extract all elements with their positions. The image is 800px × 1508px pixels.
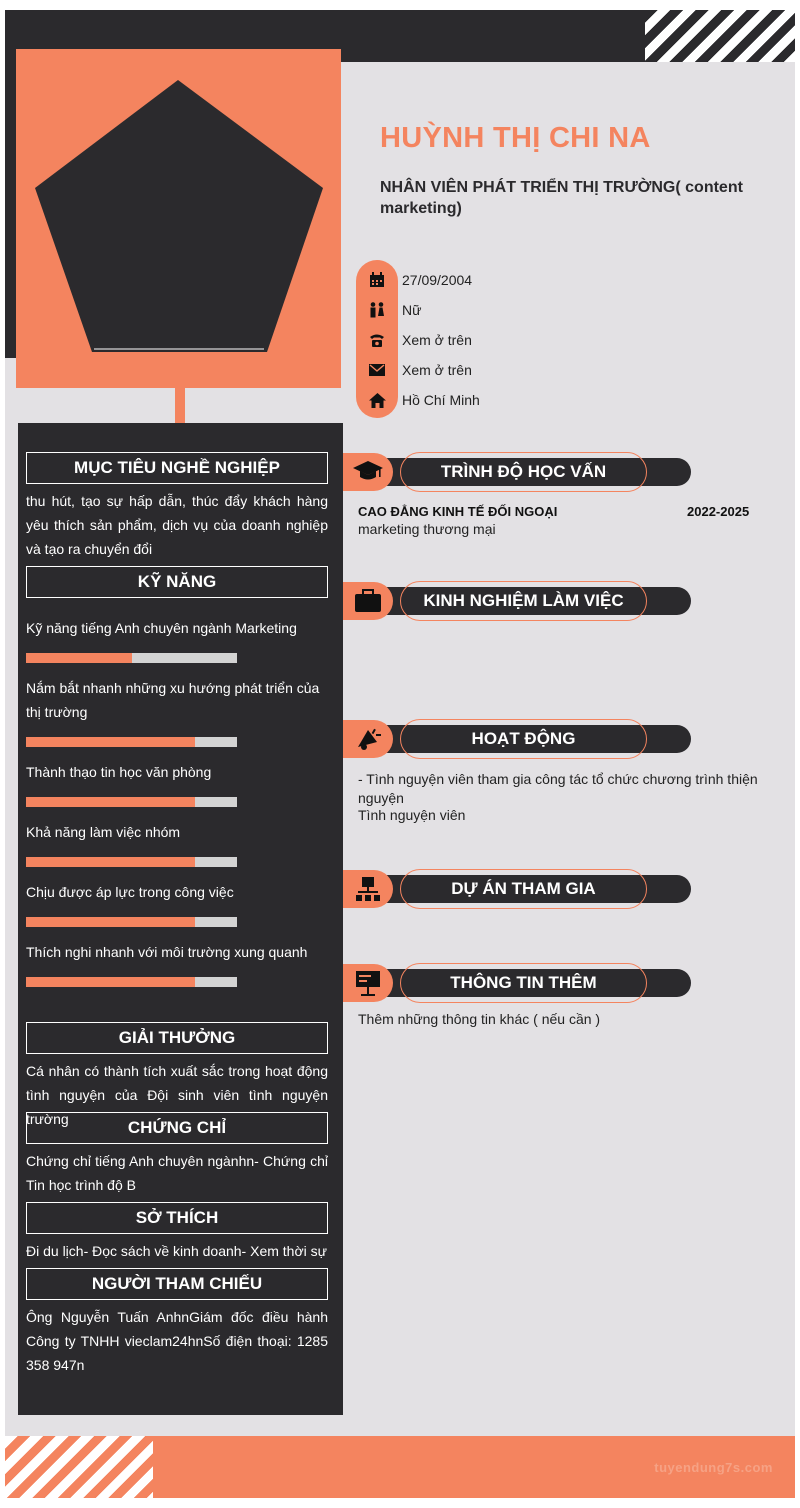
briefcase-icon <box>343 582 393 620</box>
skill-bar-fill <box>26 977 195 987</box>
network-icon <box>343 870 393 908</box>
education-years: 2022-2025 <box>687 504 750 519</box>
contact-phone[interactable] <box>356 325 756 355</box>
projects-title: DỰ ÁN THAM GIA <box>400 869 647 909</box>
objective-title: MỤC TIÊU NGHỀ NGHIỆP <box>26 452 328 484</box>
gender-icon <box>356 302 398 318</box>
contact-address-value: Hồ Chí Minh <box>402 392 480 408</box>
hobbies-text: Đi du lịch- Đọc sách về kinh doanh- Xem thời sự <box>26 1243 328 1259</box>
calendar-icon <box>356 272 398 288</box>
avatar-pentagon[interactable] <box>16 49 341 388</box>
more-info-header <box>343 964 691 1002</box>
skill-bar <box>26 857 237 867</box>
skill-name: Chịu được áp lực trong công việc <box>26 884 234 900</box>
activities-text: - Tình nguyện viên tham gia công tác tổ chức chương trình thiện nguyện <box>358 771 758 806</box>
references-title: NGƯỜI THAM CHIẾU <box>26 1268 328 1300</box>
avatar-frame <box>16 49 341 388</box>
skill-name: Thích nghi nhanh với môi trường xung quanh <box>26 944 308 960</box>
awards-title: GIẢI THƯỞNG <box>26 1022 328 1054</box>
avatar-connector <box>175 388 185 424</box>
certificates-text: Chứng chỉ tiếng Anh chuyên ngànhn- Chứng chỉ Tin học trình độ B <box>26 1153 328 1193</box>
activities-title: HOẠT ĐỘNG <box>400 719 647 759</box>
certificates-title: CHỨNG CHỈ <box>26 1112 328 1144</box>
skill-name: Nắm bắt nhanh những xu hướng phát triển của thị trường <box>26 680 320 720</box>
contact-gender <box>356 295 756 325</box>
contact-phone-value: Xem ở trên <box>402 332 472 348</box>
email-icon <box>356 364 398 376</box>
skill-name: Kỹ năng tiếng Anh chuyên ngành Marketing <box>26 620 297 636</box>
hobbies-title: SỞ THÍCH <box>26 1202 328 1234</box>
skill-bar-fill <box>26 653 132 663</box>
job-title: NHÂN VIÊN PHÁT TRIỂN THỊ TRƯỜNG( content marketing) <box>380 179 743 217</box>
skill-name: Khả năng làm việc nhóm <box>26 824 181 840</box>
skill-name: Thành thạo tin học văn phòng <box>26 764 212 780</box>
activities-header <box>343 720 691 758</box>
experience-header <box>343 582 691 620</box>
skill-bar <box>26 977 237 987</box>
references-text: Ông Nguyễn Tuấn AnhnGiám đốc điều hành Công ty TNHH vieclam24hnSố điện thoại: 1285 358 947n <box>26 1309 328 1373</box>
skills-title: KỸ NĂNG <box>26 566 328 598</box>
contact-email[interactable] <box>356 355 756 385</box>
education-school: CAO ĐẲNG KINH TẾ ĐỐI NGOẠI <box>358 504 558 519</box>
phone-icon <box>356 332 398 348</box>
education-major: marketing thương mại <box>358 521 496 537</box>
contact-email-value: Xem ở trên <box>402 362 472 378</box>
skill-bar <box>26 797 237 807</box>
cv-page <box>5 10 795 1498</box>
graduation-cap-icon <box>343 453 393 491</box>
skill-bar-fill <box>26 737 195 747</box>
experience-title: KINH NGHIỆM LÀM VIỆC <box>400 581 647 621</box>
more-info-text: Thêm những thông tin khác ( nếu cần ) <box>358 1011 601 1027</box>
skill-bar-fill <box>26 857 195 867</box>
objective-text: thu hút, tạo sự hấp dẫn, thúc đẩy khách hàng yêu thích sản phẩm, dịch vụ của doanh nghiệp và tạo ra chuyển đổi <box>26 493 328 557</box>
skill-bar-fill <box>26 917 195 927</box>
activities-role: Tình nguyện viên <box>358 807 466 823</box>
education-title: TRÌNH ĐỘ HỌC VẤN <box>400 452 647 492</box>
bottom-stripes-decoration <box>5 1436 153 1498</box>
skill-bar <box>26 737 237 747</box>
contact-birthday-value: 27/09/2004 <box>402 272 473 288</box>
watermark: tuyendung7s.com <box>654 1460 773 1475</box>
awards-text: Cá nhân có thành tích xuất sắc trong hoạt động tình nguyện của Đội sinh viên tình nguyện trường <box>26 1063 328 1127</box>
more-info-title: THÔNG TIN THÊM <box>400 963 647 1003</box>
megaphone-icon <box>343 720 393 758</box>
contact-birthday <box>356 265 756 295</box>
contact-gender-value: Nữ <box>402 302 422 318</box>
skill-bar <box>26 653 237 663</box>
candidate-name: HUỲNH THỊ CHI NA <box>380 122 651 154</box>
top-stripes-decoration <box>645 10 795 62</box>
education-header <box>343 453 691 491</box>
left-sidebar <box>18 423 343 1415</box>
contact-address <box>356 385 756 415</box>
projects-header <box>343 870 691 908</box>
skill-bar <box>26 917 237 927</box>
skill-bar-fill <box>26 797 195 807</box>
home-icon <box>356 393 398 408</box>
presentation-icon <box>343 964 393 1002</box>
